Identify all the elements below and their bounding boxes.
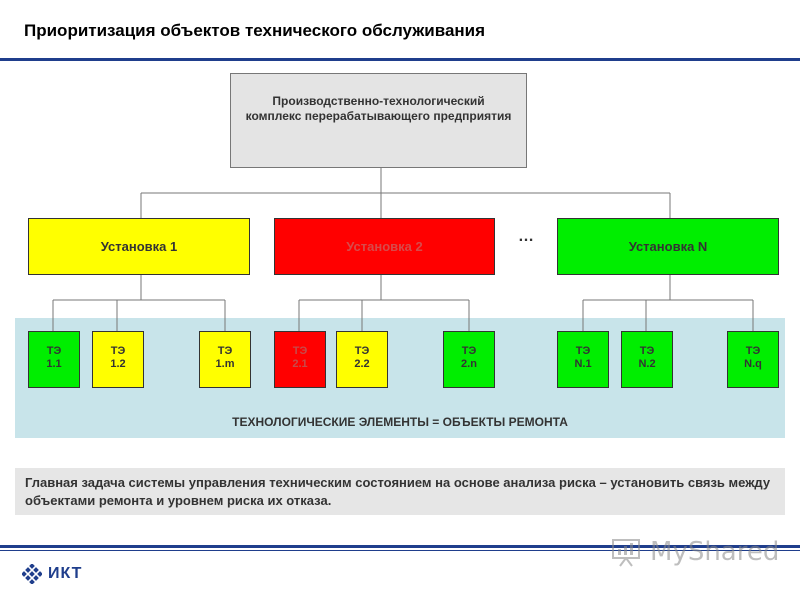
- summary-note: Главная задача системы управления техническим состоянием на основе анализа риска – установить связь между объектами ремонта и уровнем риска их отказа.: [15, 468, 785, 515]
- element-id: 1.1: [46, 358, 62, 370]
- element-label: ТЭ: [354, 345, 370, 357]
- page-title: Приоритизация объектов технического обслуживания: [24, 21, 486, 40]
- element-node-n-2: [621, 331, 673, 388]
- element-label: ТЭ: [292, 345, 308, 357]
- element-node-1-2: [92, 331, 144, 388]
- band-caption: ТЕХНОЛОГИЧЕСКИЕ ЭЛЕМЕНТЫ = ОБЪЕКТЫ РЕМОНТА: [232, 415, 568, 429]
- element-node-2-n: [443, 331, 495, 388]
- element-label: ТЭ: [110, 345, 126, 357]
- element-node-2-2: [336, 331, 388, 388]
- element-id: N.2: [638, 358, 656, 370]
- element-label: ТЭ: [575, 345, 591, 357]
- element-label: ТЭ: [461, 345, 477, 357]
- element-id: 1.m: [215, 358, 235, 370]
- diamond-grid-icon: [22, 564, 42, 584]
- element-id: 1.2: [110, 358, 126, 370]
- element-id: 2.2: [354, 358, 370, 370]
- element-label: ТЭ: [639, 345, 655, 357]
- element-label: ТЭ: [46, 345, 62, 357]
- element-node-1-1: [28, 331, 80, 388]
- watermark-text: MyShared: [650, 537, 780, 567]
- unit-node-1: Установка 1: [28, 218, 250, 275]
- element-label: ТЭ: [217, 345, 233, 357]
- element-node-1-m: [199, 331, 251, 388]
- element-node-n-1: [557, 331, 609, 388]
- unit-node-2: Установка 2: [274, 218, 495, 275]
- element-node-2-1: [274, 331, 326, 388]
- watermark: [610, 537, 779, 567]
- element-id: 2.n: [461, 358, 477, 370]
- element-node-n-q: [727, 331, 779, 388]
- company-logo: [22, 564, 82, 584]
- element-label: ТЭ: [745, 345, 761, 357]
- root-node-complex: Производственно-технологический комплекс перерабатывающего предприятия: [230, 73, 527, 168]
- presentation-board-icon: [610, 537, 644, 567]
- logo-text: ИКТ: [48, 565, 83, 582]
- element-id: 2.1: [292, 358, 308, 370]
- element-id: N.1: [574, 358, 592, 370]
- element-id: N.q: [744, 358, 762, 370]
- ellipsis-more-units: …: [518, 228, 535, 245]
- unit-node-n: Установка N: [557, 218, 779, 275]
